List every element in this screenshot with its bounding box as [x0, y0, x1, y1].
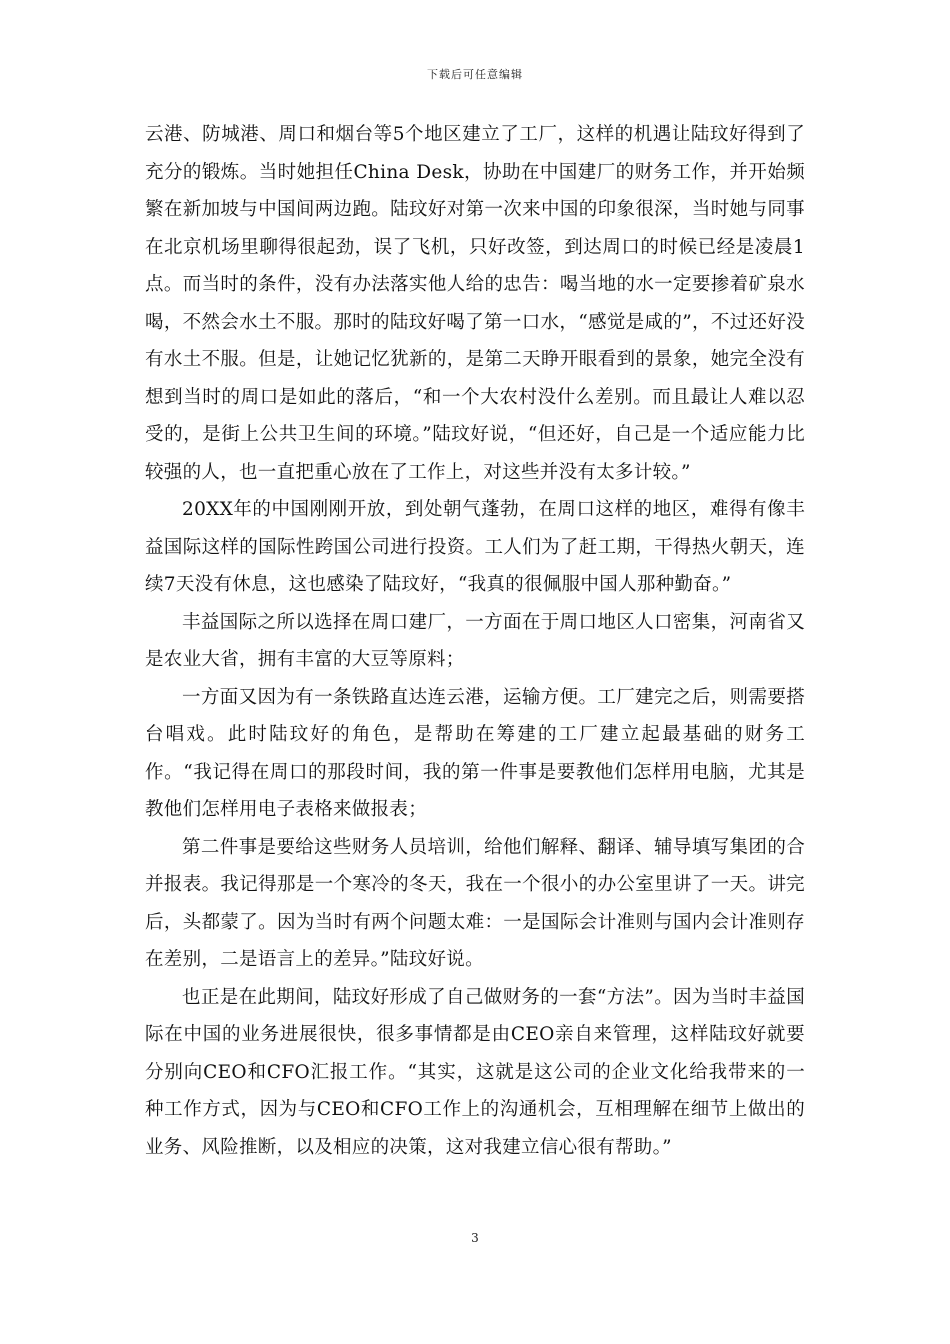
- paragraph: 20XX年的中国刚刚开放，到处朝气蓬勃，在周口这样的地区，难得有像丰益国际这样的国际性跨国公司进行投资。工人们为了赶工期，干得热火朝天，连续7天没有休息，这也感染了陆玟好，“我真的很佩服中国人那种勤奋。”: [145, 499, 805, 595]
- document-body: [145, 116, 805, 1166]
- paragraph: 第二件事是要给这些财务人员培训，给他们解释、翻译、辅导填写集团的合并报表。我记得那是一个寒冷的冬天，我在一个很小的办公室里讲了一天。讲完后，头都蒙了。因为当时有两个问题太难：一是国际会计准则与国内会计准则存在差别，二是语言上的差异。”陆玟好说。: [145, 836, 805, 970]
- paragraph: 丰益国际之所以选择在周口建厂，一方面在于周口地区人口密集，河南省又是农业大省，拥有丰富的大豆等原料；: [145, 611, 805, 670]
- paragraph: 一方面又因为有一条铁路直达连云港，运输方便。工厂建完之后，则需要搭台唱戏。此时陆玟好的角色，是帮助在筹建的工厂建立起最基础的财务工作。“我记得在周口的那段时间，我的第一件事是要教他们怎样用电脑，尤其是教他们怎样用电子表格来做报表；: [145, 686, 805, 820]
- page-header: 下载后可任意编辑: [427, 68, 523, 81]
- page-number: 3: [471, 1231, 479, 1245]
- paragraph: 也正是在此期间，陆玟好形成了自己做财务的一套“方法”。因为当时丰益国际在中国的业务进展很快，很多事情都是由CEO亲自来管理，这样陆玟好就要分别向CEO和CFO汇报工作。“其实，这就是这公司的企业文化给我带来的一种工作方式，因为与CEO和CFO工作上的沟通机会，互相理解在细节上做出的业务、风险推断，以及相应的决策，这对我建立信心很有帮助。”: [145, 986, 805, 1158]
- paragraph-continuation: 云港、防城港、周口和烟台等5个地区建立了工厂，这样的机遇让陆玟好得到了充分的锻炼。当时她担任China Desk，协助在中国建厂的财务工作，并开始频繁在新加坡与中国间两边跑。陆玟好对第一次来中国的印象很深，当时她与同事在北京机场里聊得很起劲，误了飞机，只好改签，到达周口的时候已经是凌晨1点。而当时的条件，没有办法落实他人给的忠告：喝当地的水一定要掺着矿泉水喝，不然会水土不服。那时的陆玟好喝了第一口水，“感觉是咸的”，不过还好没有水土不服。但是，让她记忆犹新的，是第二天睁开眼看到的景象，她完全没有想到当时的周口是如此的落后，“和一个大农村没什么差别。而且最让人难以忍受的，是街上公共卫生间的环境。”陆玟好说，“但还好，自己是一个适应能力比较强的人，也一直把重心放在了工作上，对这些并没有太多计较。”: [145, 124, 805, 483]
